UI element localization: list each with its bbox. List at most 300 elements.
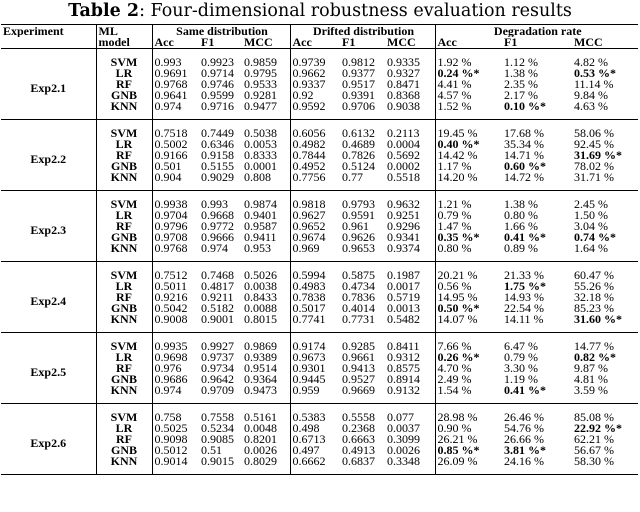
model-name: GNB: [96, 161, 152, 172]
same-mcc-cell: 0.0001: [242, 161, 290, 172]
drift-f1-cell: 0.9377: [342, 68, 375, 79]
table-row: [1, 352, 638, 363]
drift-mcc-cell: 0.5692: [385, 150, 435, 161]
drift-f1-cell: 0.7731: [342, 314, 375, 326]
drift-acc-cell: 0.9627: [292, 210, 326, 221]
experiment-name: Exp2.6: [1, 404, 96, 475]
drift-mcc-cell: 0.0026: [385, 445, 435, 456]
model-name: RF: [96, 434, 152, 445]
table-row: [1, 49, 638, 69]
table-title: [0, 1, 640, 21]
deg-mcc-cell: 4.82 %: [574, 55, 608, 68]
deg-mcc-cell: 55.26 %: [574, 281, 614, 292]
deg-f1-cell: 14.71 %: [504, 150, 544, 161]
same-f1-cell: 0.9734: [201, 363, 234, 374]
same-acc-cell: 0.7518: [154, 126, 188, 139]
deg-mcc-cell: 9.87 %: [574, 363, 608, 374]
deg-f1-cell: 1.66 %: [504, 221, 538, 232]
model-name: KNN: [96, 385, 152, 404]
deg-mcc-cell: 0.74 %*: [574, 232, 616, 243]
col-same-mcc: MCC: [242, 37, 290, 49]
experiment-name: Exp2.1: [1, 49, 96, 120]
deg-acc-cell: 14.42 %: [437, 150, 478, 161]
table-row: [1, 243, 638, 262]
deg-acc-cell: 14.20 %: [437, 172, 478, 184]
same-mcc-cell: 0.0048: [242, 423, 290, 434]
model-name: RF: [96, 150, 152, 161]
deg-acc-cell: 1.17 %: [437, 161, 472, 172]
drift-mcc-cell: 0.5518: [385, 172, 435, 191]
experiment-name: Exp2.2: [1, 120, 96, 191]
deg-f1-cell: 1.12 %: [504, 55, 538, 68]
deg-f1-cell: 0.10 %*: [504, 101, 546, 113]
deg-mcc-cell: 11.14 %: [574, 79, 614, 90]
same-acc-cell: 0.974: [154, 101, 182, 113]
model-name: RF: [96, 79, 152, 90]
deg-f1-cell: 2.17 %: [504, 90, 538, 101]
model-name: SVM: [96, 333, 152, 353]
drift-f1-cell: 0.7836: [342, 292, 375, 303]
drift-acc-cell: 0.4952: [292, 161, 326, 172]
same-mcc-cell: 0.9533: [242, 79, 290, 90]
experiment-name: Exp2.3: [1, 191, 96, 262]
drift-acc-cell: 0.9662: [292, 68, 326, 79]
deg-acc-cell: 1.52 %: [437, 101, 472, 113]
header-row-1: [1, 25, 638, 38]
table-row: [1, 385, 638, 404]
same-f1-cell: 0.9085: [201, 434, 234, 445]
drift-mcc-cell: 0.077: [385, 404, 435, 424]
same-mcc-cell: 0.808: [242, 172, 290, 191]
deg-f1-cell: 2.35 %: [504, 79, 538, 90]
same-mcc-cell: 0.9795: [242, 68, 290, 79]
same-f1-cell: 0.9927: [201, 339, 234, 352]
drift-f1-cell: 0.9527: [342, 374, 375, 385]
deg-mcc-cell: 85.23 %: [574, 303, 614, 314]
deg-mcc-cell: 9.84 %: [574, 90, 608, 101]
table-row: [1, 161, 638, 172]
same-acc-cell: 0.9796: [154, 221, 188, 232]
deg-acc-cell: 4.41 %: [437, 79, 472, 90]
deg-f1-cell: 1.38 %: [504, 197, 538, 210]
drift-mcc-cell: 0.0002: [385, 161, 435, 172]
drift-mcc-cell: 0.9132: [385, 385, 435, 404]
col-deg-mcc: MCC: [574, 37, 603, 49]
model-name: GNB: [96, 232, 152, 243]
drift-mcc-cell: 0.9312: [385, 352, 435, 363]
same-acc-cell: 0.5011: [154, 281, 188, 292]
same-f1-cell: 0.7449: [201, 126, 234, 139]
table-row: [1, 68, 638, 79]
same-f1-cell: 0.9211: [201, 292, 234, 303]
group-drifted-distribution: Drifted distribution: [290, 25, 435, 38]
deg-mcc-cell: 3.59 %: [574, 385, 608, 397]
drift-f1-cell: 0.9517: [342, 79, 375, 90]
col-deg-acc: Acc: [437, 37, 457, 49]
deg-f1-cell: 0.79 %: [504, 352, 538, 363]
table-row: [1, 139, 638, 150]
deg-f1-cell: 22.54 %: [504, 303, 544, 314]
drift-mcc-cell: 0.8471: [385, 79, 435, 90]
same-mcc-cell: 0.9514: [242, 363, 290, 374]
deg-mcc-cell: 2.45 %: [574, 197, 608, 210]
drift-mcc-cell: 0.9335: [385, 49, 435, 69]
deg-acc-cell: 7.66 %: [437, 339, 472, 352]
model-name: RF: [96, 363, 152, 374]
drift-f1-cell: 0.6837: [342, 456, 375, 468]
deg-acc-cell: 0.26 %*: [437, 352, 480, 363]
header-row-2: [1, 37, 638, 49]
deg-acc-cell: 1.21 %: [437, 197, 472, 210]
drift-mcc-cell: 0.9251: [385, 210, 435, 221]
drift-mcc-cell: 0.8368: [385, 90, 435, 101]
deg-f1-cell: 0.41 %*: [504, 385, 546, 397]
model-name: KNN: [96, 243, 152, 262]
drift-f1-cell: 0.9653: [342, 243, 375, 255]
deg-acc-cell: 0.85 %*: [437, 445, 480, 456]
same-f1-cell: 0.9772: [201, 221, 234, 232]
drift-f1-cell: 0.9793: [342, 197, 375, 210]
same-f1-cell: 0.9668: [201, 210, 234, 221]
deg-mcc-cell: 58.06 %: [574, 126, 614, 139]
deg-f1-cell: 6.47 %: [504, 339, 538, 352]
same-acc-cell: 0.9686: [154, 374, 188, 385]
deg-mcc-cell: 1.64 %: [574, 243, 608, 255]
drift-f1-cell: 0.6663: [342, 434, 375, 445]
col-ml-model-line1: ML: [96, 25, 152, 38]
drift-mcc-cell: 0.9327: [385, 68, 435, 79]
table-row: [1, 101, 638, 120]
drift-mcc-cell: 0.9374: [385, 243, 435, 262]
deg-acc-cell: 0.24 %*: [437, 68, 480, 79]
model-name: SVM: [96, 191, 152, 211]
same-acc-cell: 0.501: [154, 161, 182, 172]
drift-f1-cell: 0.2368: [342, 423, 375, 434]
table-row: [1, 434, 638, 445]
same-acc-cell: 0.7512: [154, 268, 188, 281]
deg-mcc-cell: 58.30 %: [574, 456, 614, 468]
drift-f1-cell: 0.4734: [342, 281, 375, 292]
same-f1-cell: 0.9714: [201, 68, 234, 79]
drift-f1-cell: 0.5875: [342, 268, 375, 281]
deg-mcc-cell: 60.47 %: [574, 268, 614, 281]
deg-acc-cell: 14.95 %: [437, 292, 478, 303]
model-name: KNN: [96, 172, 152, 191]
deg-f1-cell: 35.34 %: [504, 139, 544, 150]
robustness-table: [1, 24, 638, 475]
same-f1-cell: 0.9746: [201, 79, 234, 90]
model-name: LR: [96, 423, 152, 434]
drift-mcc-cell: 0.2113: [385, 120, 435, 140]
same-mcc-cell: 0.9411: [242, 232, 290, 243]
col-same-f1: F1: [201, 37, 215, 49]
deg-f1-cell: 0.89 %: [504, 243, 538, 255]
deg-f1-cell: 0.80 %: [504, 210, 538, 221]
same-f1-cell: 0.9642: [201, 374, 234, 385]
drift-acc-cell: 0.9337: [292, 79, 326, 90]
deg-f1-cell: 54.76 %: [504, 423, 544, 434]
deg-mcc-cell: 85.08 %: [574, 410, 614, 423]
drift-acc-cell: 0.6662: [292, 456, 326, 468]
same-mcc-cell: 0.9473: [242, 385, 290, 404]
table-row: [1, 333, 638, 353]
drift-f1-cell: 0.9661: [342, 352, 375, 363]
same-acc-cell: 0.9698: [154, 352, 188, 363]
table-row: [1, 292, 638, 303]
same-acc-cell: 0.976: [154, 363, 182, 374]
same-mcc-cell: 0.0038: [242, 281, 290, 292]
same-acc-cell: 0.5002: [154, 139, 188, 150]
drift-f1-cell: 0.9812: [342, 55, 375, 68]
drift-acc-cell: 0.4982: [292, 139, 326, 150]
col-deg-f1: F1: [504, 37, 518, 49]
same-f1-cell: 0.9709: [201, 385, 234, 397]
deg-acc-cell: 28.98 %: [437, 410, 478, 423]
table-row: [1, 191, 638, 211]
col-drift-mcc: MCC: [385, 37, 435, 49]
deg-f1-cell: 0.41 %*: [504, 232, 546, 243]
deg-acc-cell: 20.21 %: [437, 268, 478, 281]
same-acc-cell: 0.9098: [154, 434, 188, 445]
same-acc-cell: 0.9935: [154, 339, 188, 352]
drift-mcc-cell: 0.0004: [385, 139, 435, 150]
group-degradation-rate: Degradation rate: [493, 24, 582, 37]
table-row: [1, 232, 638, 243]
same-acc-cell: 0.5012: [154, 445, 188, 456]
model-name: RF: [96, 221, 152, 232]
drift-mcc-cell: 0.9341: [385, 232, 435, 243]
drift-acc-cell: 0.9673: [292, 352, 326, 363]
model-name: LR: [96, 139, 152, 150]
table-row: [1, 303, 638, 314]
deg-mcc-cell: 56.67 %: [574, 445, 614, 456]
deg-mcc-cell: 31.60 %*: [574, 314, 622, 326]
table-row: [1, 90, 638, 101]
same-acc-cell: 0.9014: [154, 456, 188, 468]
deg-f1-cell: 1.75 %*: [504, 281, 546, 292]
drift-f1-cell: 0.4689: [342, 139, 375, 150]
drift-mcc-cell: 0.0013: [385, 303, 435, 314]
model-name: SVM: [96, 262, 152, 282]
table-row: [1, 281, 638, 292]
drift-acc-cell: 0.498: [292, 423, 320, 434]
same-acc-cell: 0.9704: [154, 210, 188, 221]
table-row: [1, 221, 638, 232]
deg-acc-cell: 0.80 %: [437, 243, 472, 255]
deg-acc-cell: 4.57 %: [437, 90, 472, 101]
drift-mcc-cell: 0.1987: [385, 262, 435, 282]
deg-acc-cell: 1.92 %: [437, 55, 472, 68]
same-mcc-cell: 0.9869: [242, 333, 290, 353]
drift-acc-cell: 0.9818: [292, 197, 326, 210]
same-mcc-cell: 0.0026: [242, 445, 290, 456]
drift-f1-cell: 0.5558: [342, 410, 375, 423]
model-name: GNB: [96, 374, 152, 385]
same-acc-cell: 0.9166: [154, 150, 188, 161]
drift-acc-cell: 0.7844: [292, 150, 326, 161]
same-f1-cell: 0.5155: [201, 161, 234, 172]
same-mcc-cell: 0.8433: [242, 292, 290, 303]
deg-f1-cell: 1.19 %: [504, 374, 538, 385]
drift-acc-cell: 0.7838: [292, 292, 326, 303]
drift-f1-cell: 0.77: [342, 172, 363, 184]
same-acc-cell: 0.9938: [154, 197, 188, 210]
table-row: [1, 172, 638, 191]
deg-mcc-cell: 31.69 %*: [574, 150, 622, 161]
table-title-text: : Four-dimensional robustness evaluation results: [139, 1, 572, 21]
table-row: [1, 150, 638, 161]
drift-f1-cell: 0.9285: [342, 339, 375, 352]
drift-mcc-cell: 0.3099: [385, 434, 435, 445]
drift-acc-cell: 0.9301: [292, 363, 326, 374]
deg-acc-cell: 0.90 %: [437, 423, 472, 434]
same-mcc-cell: 0.5026: [242, 262, 290, 282]
drift-acc-cell: 0.5994: [292, 268, 326, 281]
drift-f1-cell: 0.9626: [342, 232, 375, 243]
deg-acc-cell: 0.35 %*: [437, 232, 480, 243]
deg-f1-cell: 3.30 %: [504, 363, 538, 374]
same-f1-cell: 0.5234: [201, 423, 234, 434]
same-mcc-cell: 0.9874: [242, 191, 290, 211]
model-name: LR: [96, 68, 152, 79]
deg-acc-cell: 4.70 %: [437, 363, 472, 374]
same-acc-cell: 0.904: [154, 172, 182, 184]
deg-acc-cell: 19.45 %: [437, 126, 478, 139]
same-mcc-cell: 0.8029: [242, 456, 290, 475]
group-same-distribution: Same distribution: [152, 25, 290, 38]
same-mcc-cell: 0.9364: [242, 374, 290, 385]
deg-mcc-cell: 14.77 %: [574, 339, 614, 352]
table-body: [1, 49, 638, 475]
drift-acc-cell: 0.9652: [292, 221, 326, 232]
drift-mcc-cell: 0.9632: [385, 191, 435, 211]
drift-mcc-cell: 0.3348: [385, 456, 435, 475]
table-row: [1, 363, 638, 374]
drift-mcc-cell: 0.0037: [385, 423, 435, 434]
same-mcc-cell: 0.8201: [242, 434, 290, 445]
deg-f1-cell: 26.66 %: [504, 434, 544, 445]
drift-mcc-cell: 0.8914: [385, 374, 435, 385]
deg-acc-cell: 1.54 %: [437, 385, 472, 397]
drift-mcc-cell: 0.5719: [385, 292, 435, 303]
deg-acc-cell: 26.21 %: [437, 434, 478, 445]
same-acc-cell: 0.9768: [154, 243, 188, 255]
deg-mcc-cell: 31.71 %: [574, 172, 614, 184]
col-same-acc: Acc: [154, 37, 174, 49]
same-f1-cell: 0.974: [201, 243, 228, 255]
deg-mcc-cell: 4.63 %: [574, 101, 608, 113]
same-acc-cell: 0.9008: [154, 314, 188, 326]
deg-mcc-cell: 0.82 %*: [574, 352, 616, 363]
same-mcc-cell: 0.0088: [242, 303, 290, 314]
model-name: LR: [96, 210, 152, 221]
same-f1-cell: 0.51: [201, 445, 222, 456]
drift-f1-cell: 0.961: [342, 221, 369, 232]
deg-mcc-cell: 62.21 %: [574, 434, 614, 445]
deg-f1-cell: 3.81 %*: [504, 445, 546, 456]
deg-acc-cell: 14.07 %: [437, 314, 478, 326]
drift-mcc-cell: 0.9038: [385, 101, 435, 120]
same-mcc-cell: 0.5038: [242, 120, 290, 140]
deg-mcc-cell: 22.92 %*: [574, 423, 622, 434]
col-experiment: Experiment: [1, 25, 96, 38]
same-acc-cell: 0.974: [154, 385, 182, 397]
drift-acc-cell: 0.5017: [292, 303, 326, 314]
drift-f1-cell: 0.9413: [342, 363, 375, 374]
col-ml-model-line2: model: [96, 37, 152, 49]
deg-mcc-cell: 0.53 %*: [574, 68, 616, 79]
deg-acc-cell: 1.47 %: [437, 221, 472, 232]
drift-mcc-cell: 0.8411: [385, 333, 435, 353]
same-mcc-cell: 0.0053: [242, 139, 290, 150]
model-name: GNB: [96, 303, 152, 314]
drift-acc-cell: 0.4983: [292, 281, 326, 292]
deg-acc-cell: 26.09 %: [437, 456, 478, 468]
deg-f1-cell: 1.38 %: [504, 68, 538, 79]
drift-acc-cell: 0.92: [292, 90, 314, 101]
same-f1-cell: 0.9716: [201, 101, 234, 113]
model-name: GNB: [96, 90, 152, 101]
drift-acc-cell: 0.7756: [292, 172, 326, 184]
same-mcc-cell: 0.8015: [242, 314, 290, 333]
same-f1-cell: 0.9923: [201, 55, 234, 68]
drift-f1-cell: 0.9391: [342, 90, 375, 101]
deg-acc-cell: 2.49 %: [437, 374, 472, 385]
deg-f1-cell: 21.33 %: [504, 268, 544, 281]
model-name: RF: [96, 292, 152, 303]
drift-acc-cell: 0.9739: [292, 55, 326, 68]
deg-mcc-cell: 1.50 %: [574, 210, 608, 221]
same-acc-cell: 0.9768: [154, 79, 188, 90]
drift-f1-cell: 0.9591: [342, 210, 375, 221]
same-mcc-cell: 0.5161: [242, 404, 290, 424]
same-f1-cell: 0.7558: [201, 410, 234, 423]
same-f1-cell: 0.4817: [201, 281, 234, 292]
drift-acc-cell: 0.7741: [292, 314, 326, 326]
same-mcc-cell: 0.8333: [242, 150, 290, 161]
table-row: [1, 120, 638, 140]
same-f1-cell: 0.9737: [201, 352, 234, 363]
same-mcc-cell: 0.9859: [242, 49, 290, 69]
col-drift-f1: F1: [342, 37, 356, 49]
model-name: LR: [96, 352, 152, 363]
model-name: SVM: [96, 120, 152, 140]
same-f1-cell: 0.6346: [201, 139, 234, 150]
drift-acc-cell: 0.5383: [292, 410, 326, 423]
same-f1-cell: 0.5182: [201, 303, 234, 314]
drift-acc-cell: 0.497: [292, 445, 320, 456]
same-acc-cell: 0.5042: [154, 303, 188, 314]
col-drift-acc: Acc: [292, 37, 312, 49]
table-row: [1, 423, 638, 434]
deg-f1-cell: 14.72 %: [504, 172, 544, 184]
same-acc-cell: 0.9641: [154, 90, 188, 101]
drift-acc-cell: 0.9445: [292, 374, 326, 385]
same-mcc-cell: 0.9401: [242, 210, 290, 221]
drift-f1-cell: 0.9669: [342, 385, 375, 397]
same-f1-cell: 0.9029: [201, 172, 234, 184]
deg-acc-cell: 0.40 %*: [437, 139, 480, 150]
same-acc-cell: 0.758: [154, 410, 182, 423]
drift-mcc-cell: 0.5482: [385, 314, 435, 333]
same-f1-cell: 0.9599: [201, 90, 234, 101]
deg-f1-cell: 14.11 %: [504, 314, 544, 326]
same-mcc-cell: 0.9477: [242, 101, 290, 120]
deg-f1-cell: 26.46 %: [504, 410, 544, 423]
drift-f1-cell: 0.4014: [342, 303, 375, 314]
same-f1-cell: 0.9001: [201, 314, 234, 326]
drift-f1-cell: 0.5124: [342, 161, 375, 172]
